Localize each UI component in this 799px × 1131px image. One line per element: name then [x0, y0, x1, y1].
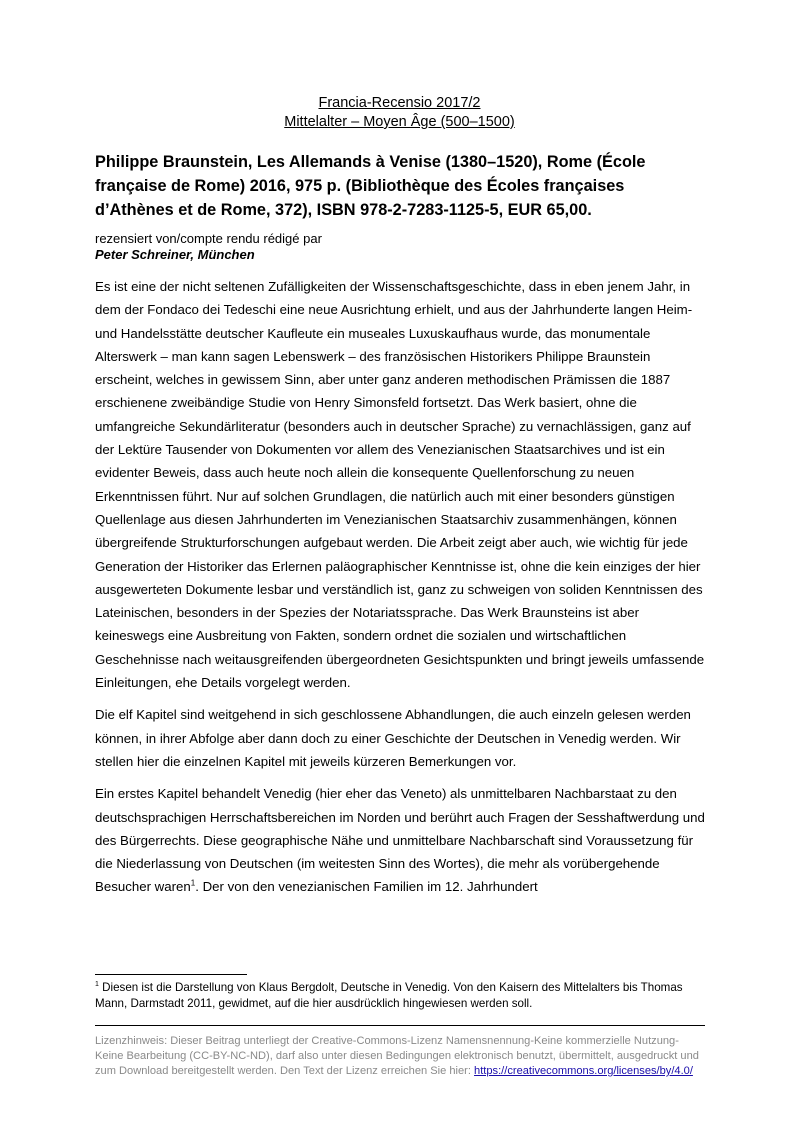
journal-section: Mittelalter – Moyen Âge (500–1500)	[284, 114, 515, 130]
paragraph-3	[95, 782, 707, 898]
license-notice	[95, 1034, 707, 1079]
footnote-reference[interactable]: 1	[190, 879, 196, 889]
license-link[interactable]: https://creativecommons.org/licenses/by/4.0/	[474, 1065, 693, 1077]
paragraph-2: Die elf Kapitel sind weitgehend in sich geschlossene Abhandlungen, die auch einzeln gelesen werden können, in ihrer Abfolge aber dann doch zu einer Geschichte der Deutschen in Venedig werden. Wir stellen hier die einzelnen Kapitel mit jeweils kürzeren Bemerkungen vor.	[95, 707, 691, 769]
paragraph-3-text-b: . Der von den venezianischen Familien im 12. Jahrhundert	[195, 879, 538, 895]
journal-issue: Francia-Recensio 2017/2	[318, 95, 481, 111]
paragraph-1: Es ist eine der nicht seltenen Zufälligkeiten der Wissenschaftsgeschichte, dass in eben jenem Jahr, in dem der Fondaco dei Tedeschi eine neue Ausrichtung erhielt, und aus der Jahrhunderte langen Heim- und Handelsstätte deutscher Kaufleute ein museales Luxuskaufhaus wurde, das monumentale Alterswerk – man kann sagen Lebenswerk – des französischen Historikers Philippe Braunstein erscheint, welches in gewissem Sinn, aber unter ganz anderen methodischen Prämissen die 1887 erschienene zweibändige Studie von Henry Simonsfeld fortsetzt. Das Werk basiert, ohne die umfangreiche Sekundärliteratur (besonders auch in deutscher Sprache) zu vernachlässigen, ganz auf der Lektüre Tausender von Dokumenten vor allem des Venezianischen Staatsarchives und ist ein evidenter Beweis, dass auch heute noch allein die konsequente Quellenforschung zu neuen Erkenntnissen führt. Nur auf solchen Grundlagen, die natürlich auch mit einer besonders günstigen Quellenlage aus diesen Jahrhunderten im Venezianischen Staatsarchiv zusammenhängen, können übergreifende Strukturforschungen aufgebaut werden. Die Arbeit zeigt aber auch, wie wichtig für jede Generation der Historiker das Erlernen paläographischer Kenntnisse ist, ohne die kein einziges der hier ausgewerteten Dokumente lesbar und verständlich ist, ganz zu schweigen von soliden Kenntnissen des Lateinischen, besonders in der Spezies der Notariatssprache. Das Werk Braunsteins ist aber keineswegs eine Ausbreitung von Fakten, sondern ordnet die sozialen und wirtschaftlichen Geschehnisse nach weitausgreifenden übergeordneten Gesichtspunkten und bringt jeweils umfassende Einleitungen, ehe Details vorgelegt werden.	[95, 279, 705, 691]
license-divider	[95, 1025, 705, 1026]
footnote	[95, 980, 707, 1012]
reviewed-by-label: rezensiert von/compte rendu rédigé par	[95, 231, 322, 246]
review-body	[95, 275, 707, 908]
reviewer-name: Peter Schreiner, München	[95, 247, 255, 262]
footnote-number: 1	[95, 981, 99, 989]
license-text: Lizenzhinweis: Dieser Beitrag unterliegt der Creative-Commons-Lizenz Namensnennung-Keine kommerzielle Nutzung-Keine Bearbeitung (CC-BY-NC-ND), darf also unter diesen Bedingungen elektronisch benutzt, übermittelt, ausgedruckt und zum Download bereitgestellt werden. Den Text der Lizenz erreichen Sie hier:	[95, 1035, 699, 1077]
review-title: Philippe Braunstein, Les Allemands à Venise (1380–1520), Rome (École française de Rome) 2016, 975 p. (Bibliothèque des Écoles françaises d’Athènes et de Rome, 372), ISBN 978-2-7283-1125-5, EUR 65,00.	[95, 153, 646, 219]
footnote-text: Diesen ist die Darstellung von Klaus Bergdolt, Deutsche in Venedig. Von den Kaisern des Mittelalters bis Thomas Mann, Darmstadt 2011, gewidmet, auf die hier ausdrücklich hingewiesen werden soll.	[95, 981, 683, 1010]
journal-header	[0, 94, 799, 132]
paragraph-3-text-a: Ein erstes Kapitel behandelt Venedig (hier eher das Veneto) als unmittelbaren Nachbarstaat zu den deutschsprachigen Herrschaftsbereichen im Norden und berührt auch Fragen der Sesshaftwerdung und des Bürgerrechts. Diese geographische Nähe und unmittelbare Nachbarschaft sind Voraussetzung für die Niederlassung von Deutschen (im weitesten Sinn des Wortes), die mehr als vorübergehende Besucher waren	[95, 786, 705, 895]
footnote-divider	[95, 974, 247, 975]
